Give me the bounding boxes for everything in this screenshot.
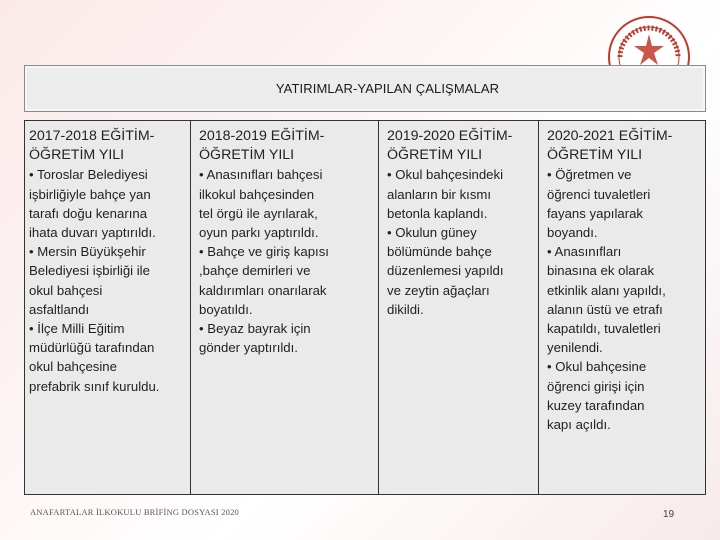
list-item: • İlçe Milli Eğitim	[29, 321, 125, 337]
list-item: öğrenci girişi için	[547, 378, 645, 394]
list-item: binasına ek olarak	[547, 263, 655, 279]
list-item: oyun parkı yaptırıldı.	[199, 225, 319, 241]
list-item: dikildi.	[387, 301, 424, 317]
footer-text: ANAFARTALAR İLKOKULU BRİFİNG DOSYASI 2020	[30, 507, 239, 517]
list-item: bölümünde bahçe	[387, 244, 492, 260]
column-header: ÖĞRETİM YILI	[547, 147, 643, 164]
list-item: kapı açıldı.	[547, 417, 611, 433]
list-item: alanın üstü ve etrafı	[547, 301, 663, 317]
list-item: • Anasınıfları bahçesi	[199, 167, 323, 183]
list-item: ,bahçe demirleri ve	[199, 263, 311, 279]
list-item: boyatıldı.	[199, 301, 253, 317]
list-item: • Toroslar Belediyesi	[29, 167, 148, 183]
list-item: fayans yapılarak	[547, 205, 644, 221]
list-item: kuzey tarafından	[547, 397, 645, 413]
list-item: Belediyesi işbirliği ile	[29, 263, 150, 279]
list-item: • Beyaz bayrak için	[199, 321, 311, 337]
column-2018-2019	[191, 121, 379, 494]
list-item: asfaltlandı	[29, 301, 90, 317]
column-2019-2020	[379, 121, 539, 494]
list-item: • Okul bahçesindeki	[387, 167, 504, 183]
list-item: müdürlüğü tarafından	[29, 340, 155, 356]
column-header: 2018-2019 EĞİTİM-	[199, 128, 325, 144]
column-header: 2019-2020 EĞİTİM-	[387, 128, 513, 144]
list-item: • Okul bahçesine	[547, 359, 647, 375]
list-item: okul bahçesi	[29, 282, 103, 298]
list-item: düzenlemesi yapıldı	[387, 263, 504, 279]
column-header: ÖĞRETİM YILI	[387, 147, 483, 164]
column-header: ÖĞRETİM YILI	[199, 147, 295, 164]
list-item: • Bahçe ve giriş kapısı	[199, 244, 329, 260]
list-item: kaldırımları onarılarak	[199, 282, 327, 298]
column-header: ÖĞRETİM YILI	[29, 147, 125, 164]
list-item: işbirliğiyle bahçe yan	[29, 186, 151, 202]
list-item: ihata duvarı yaptırıldı.	[29, 225, 156, 241]
list-item: • Mersin Büyükşehir	[29, 244, 146, 260]
investments-table	[24, 120, 706, 495]
list-item: • Öğretmen ve	[547, 167, 632, 183]
list-item: yenilendi.	[547, 340, 603, 356]
column-header: 2020-2021 EĞİTİM-	[547, 128, 673, 144]
list-item: gönder yaptırıldı.	[199, 340, 298, 356]
column-2017-2018	[25, 121, 191, 494]
list-item: betonla kaplandı.	[387, 205, 488, 221]
page-title: YATIRIMLAR-YAPILAN ÇALIŞMALAR	[275, 81, 500, 96]
list-item: tarafı doğu kenarına	[29, 205, 148, 221]
column-header: 2017-2018 EĞİTİM-	[29, 128, 155, 144]
column-2020-2021	[539, 121, 705, 494]
list-item: ilkokul bahçesinden	[199, 186, 315, 202]
list-item: kapatıldı, tuvaletleri	[547, 321, 661, 337]
list-item: etkinlik alanı yapıldı,	[547, 282, 666, 298]
list-item: • Okulun güney	[387, 225, 477, 241]
list-item: okul bahçesine	[29, 359, 117, 375]
list-item: öğrenci tuvaletleri	[547, 186, 651, 202]
list-item: ve zeytin ağaçları	[387, 282, 490, 298]
list-item: alanların bir kısmı	[387, 186, 492, 202]
page-number: 19	[663, 509, 675, 520]
list-item: prefabrik sınıf kuruldu.	[29, 378, 160, 394]
list-item: • Anasınıfları	[547, 244, 622, 260]
list-item: tel örgü ile ayrılarak,	[199, 205, 318, 221]
list-item: boyandı.	[547, 225, 598, 241]
title-bar	[24, 65, 706, 112]
